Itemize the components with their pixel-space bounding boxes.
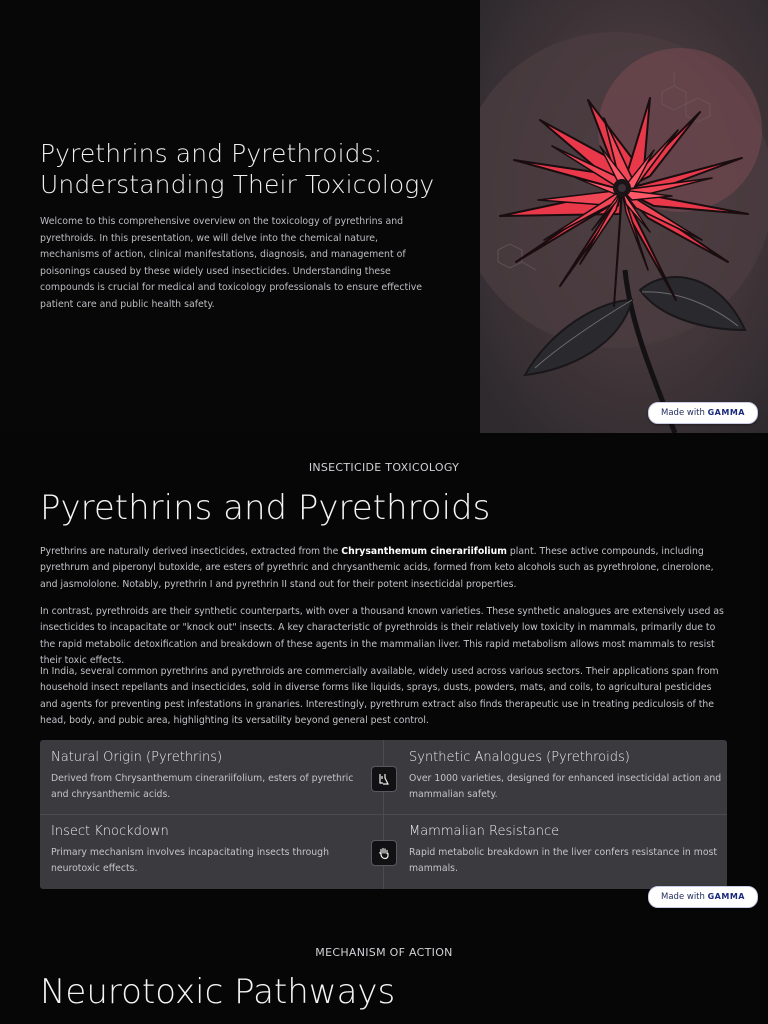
paragraph-text: plant. These active compounds, including pyrethrum and piperonyl butoxide, are esters of pyrethric and chrysanthemic acids, formed from keto alcohols such as pyrethrolone, cinerolone, and jasmololone. Notably, pyrethrin I and pyrethrin II stand out for their potent insecticidal properties.: [40, 546, 714, 590]
paragraph-india-usage: In India, several common pyrethrins and pyrethroids are commercially available, widely used across various sectors. Their applications span from household insect repellants and insecticides, sold in diverse forms like liquids, sprays, dusts, powders, mats, and coils, to agricultural pesticides and agents for preventing pest infestations in granaries. Interestingly, pyrethrum extract also finds therapeutic use in treating pediculosis of the head, body, and pubic area, highlighting its versatility beyond general pest control.: [40, 666, 719, 727]
made-with-gamma-badge[interactable]: [648, 402, 758, 424]
grid-divider-horizontal: [40, 814, 727, 815]
intro-paragraph: Welcome to this comprehensive overview on the toxicology of pyrethrins and pyrethroids. In this presentation, we will delve into the chemical nature, mechanisms of action, clinical manifestations, diagnosis, and management of poisonings caused by these widely used insecticides. Understanding these compounds is crucial for medical and toxicology professionals to ensure effective patient care and public health safety.: [40, 216, 423, 310]
title-line-2: Understanding Their Toxicology: [40, 170, 435, 199]
section-title: Pyrethrins and Pyrethroids: [40, 488, 491, 528]
section-eyebrow: INSECTICIDE TOXICOLOGY: [308, 461, 460, 474]
card-title: Insect Knockdown: [51, 824, 169, 839]
plant-name: Chrysanthemum cinerariifolium: [341, 546, 507, 557]
card-title: Mammalian Resistance: [409, 824, 560, 839]
paragraph-synthetic: In contrast, pyrethroids are their synthetic counterparts, with over a thousand known varieties. These synthetic analogues are extensively used as insecticides to incapacitate or "knock out" insects. A key characteristic of pyrethroids is their relatively low toxicity in mammals, primarily due to the rapid metabolic detoxification and breakdown of these agents in the mammalian liver. This rapid metabolism allows most mammals to resist their toxic effects.: [40, 606, 724, 667]
card-mammalian-resistance: [409, 823, 727, 877]
feature-grid: [40, 740, 727, 889]
card-text: Over 1000 varieties, designed for enhanced insecticidal action and mammalian safety.: [409, 773, 722, 800]
hand-stop-icon: [371, 840, 397, 866]
section-title: Neurotoxic Pathways: [40, 972, 396, 1012]
card-insect-knockdown: [51, 823, 371, 877]
paragraph-text: Pyrethrins are naturally derived insecticides, extracted from the: [40, 546, 342, 557]
gamma-logo: GAMMA: [707, 408, 745, 417]
flower-illustration: [480, 0, 768, 433]
flask-icon: [371, 766, 397, 792]
card-text: Rapid metabolic breakdown in the liver confers resistance in most mammals.: [409, 847, 717, 874]
title-slide: [0, 0, 768, 433]
card-title: Synthetic Analogues (Pyrethroids): [409, 750, 630, 765]
red-dahlia-flower-illustration: [480, 0, 768, 433]
made-with-gamma-badge[interactable]: [648, 886, 758, 908]
badge-prefix: Made with: [661, 408, 705, 418]
card-text: Primary mechanism involves incapacitating insects through neurotoxic effects.: [51, 847, 329, 874]
section-eyebrow: MECHANISM OF ACTION: [315, 946, 453, 959]
card-synthetic-analogues: [409, 749, 727, 803]
badge-prefix: Made with: [661, 892, 705, 902]
paragraph-origin: [40, 544, 730, 593]
card-natural-origin: [51, 749, 371, 803]
card-title: Natural Origin (Pyrethrins): [51, 750, 223, 765]
gamma-logo: GAMMA: [707, 892, 745, 901]
page-title: [40, 138, 460, 200]
card-text: Derived from Chrysanthemum cinerariifolium, esters of pyrethric and chrysanthemic acids.: [51, 773, 354, 800]
title-line-1: Pyrethrins and Pyrethroids:: [40, 139, 383, 168]
